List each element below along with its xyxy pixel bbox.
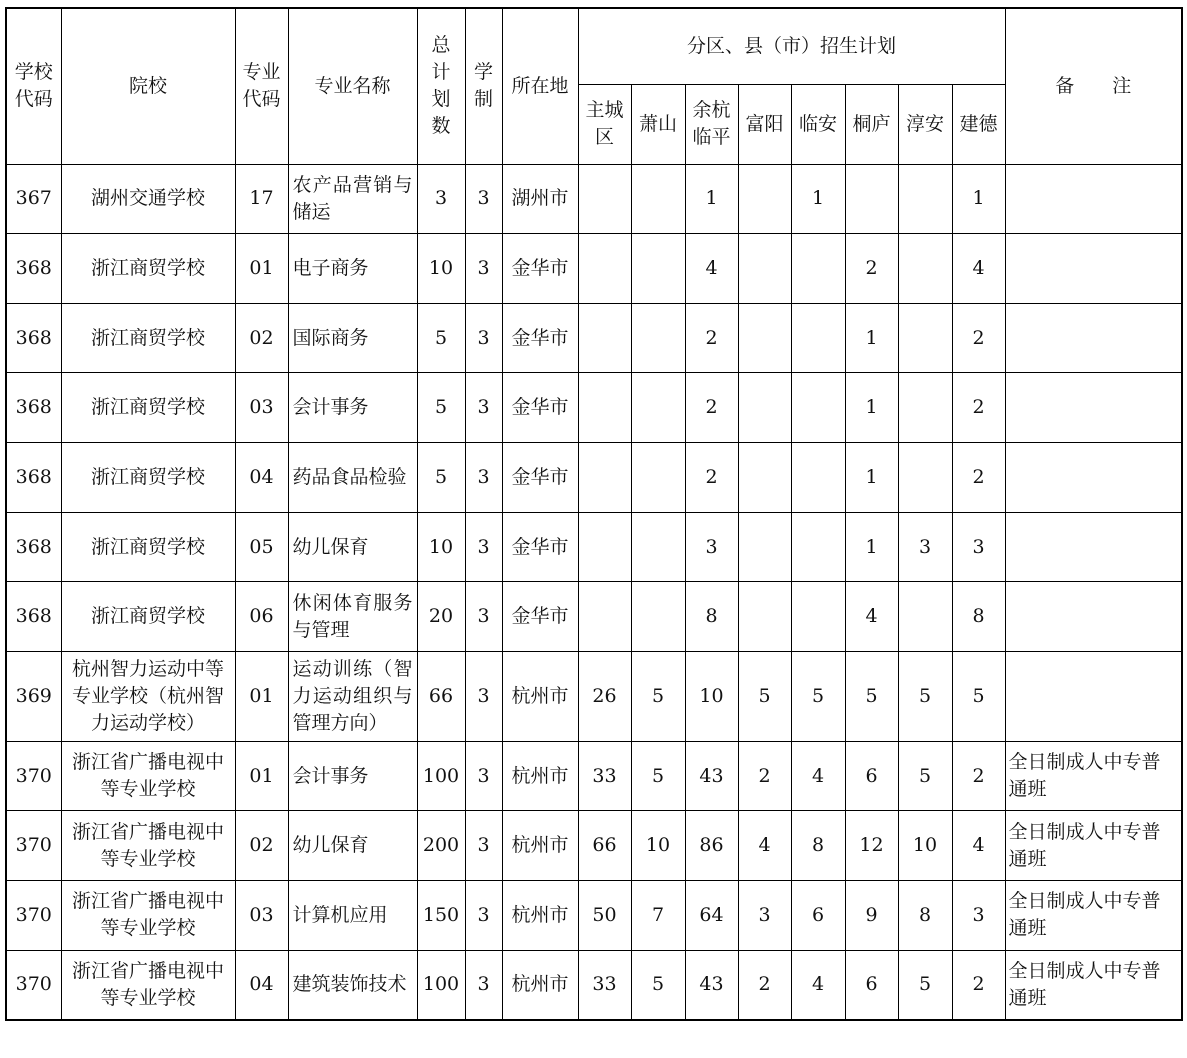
- table-row: [6, 582, 1182, 652]
- district-yuhang-cell: 43: [685, 950, 738, 1020]
- district-main-cell: [578, 164, 631, 234]
- district-main-cell: [578, 303, 631, 373]
- district-tonglu-cell: 5: [845, 651, 898, 741]
- total-plan-cell: 100: [417, 950, 465, 1020]
- school-code-cell: 368: [6, 582, 61, 652]
- district-main-cell: 26: [578, 651, 631, 741]
- school-cell: 浙江商贸学校: [61, 234, 235, 304]
- district-jiande-cell: 4: [952, 811, 1005, 881]
- district-yuhang-cell: 8: [685, 582, 738, 652]
- school-code-cell: 368: [6, 373, 61, 443]
- district-yuhang-cell: 43: [685, 741, 738, 811]
- total-plan-cell: 10: [417, 512, 465, 582]
- major-code-cell: 02: [235, 303, 288, 373]
- district-jiande-cell: 5: [952, 651, 1005, 741]
- table-row: [6, 881, 1182, 951]
- duration-cell: 3: [465, 512, 502, 582]
- district-jiande-cell: 2: [952, 373, 1005, 443]
- duration-cell: 3: [465, 234, 502, 304]
- school-code-cell: 370: [6, 811, 61, 881]
- district-chunan-cell: [898, 443, 952, 513]
- major-code-cell: 01: [235, 741, 288, 811]
- major-code-cell: 03: [235, 373, 288, 443]
- district-main-cell: 33: [578, 950, 631, 1020]
- header-district-xiaoshan: 萧山: [631, 84, 685, 164]
- total-plan-cell: 20: [417, 582, 465, 652]
- district-yuhang-cell: 2: [685, 303, 738, 373]
- remark-cell: [1005, 303, 1182, 373]
- header-district-yuhang: 余杭临平: [685, 84, 738, 164]
- district-tonglu-cell: 4: [845, 582, 898, 652]
- district-tonglu-cell: 1: [845, 443, 898, 513]
- header-district-linan: 临安: [791, 84, 845, 164]
- remark-cell: 全日制成人中专普通班: [1005, 741, 1182, 811]
- district-main-cell: [578, 512, 631, 582]
- enrollment-plan-table: [5, 7, 1183, 1021]
- district-main-cell: [578, 234, 631, 304]
- district-xiaoshan-cell: [631, 512, 685, 582]
- school-cell: 杭州智力运动中等专业学校（杭州智力运动学校）: [61, 651, 235, 741]
- duration-cell: 3: [465, 950, 502, 1020]
- district-xiaoshan-cell: [631, 443, 685, 513]
- location-cell: 杭州市: [502, 881, 578, 951]
- location-cell: 金华市: [502, 234, 578, 304]
- school-cell: 浙江省广播电视中等专业学校: [61, 950, 235, 1020]
- location-cell: 杭州市: [502, 741, 578, 811]
- district-chunan-cell: [898, 234, 952, 304]
- major-name-cell: 会计事务: [288, 741, 417, 811]
- duration-cell: 3: [465, 373, 502, 443]
- header-district-tonglu: 桐庐: [845, 84, 898, 164]
- district-fuyang-cell: [738, 373, 791, 443]
- district-linan-cell: [791, 234, 845, 304]
- major-name-cell: 计算机应用: [288, 881, 417, 951]
- major-code-cell: 04: [235, 950, 288, 1020]
- table-row: [6, 234, 1182, 304]
- district-fuyang-cell: [738, 303, 791, 373]
- major-name-cell: 建筑装饰技术: [288, 950, 417, 1020]
- district-jiande-cell: 4: [952, 234, 1005, 304]
- district-yuhang-cell: 64: [685, 881, 738, 951]
- location-cell: 杭州市: [502, 950, 578, 1020]
- table-header: [6, 8, 1182, 164]
- district-fuyang-cell: [738, 234, 791, 304]
- header-school-code: 学校代码: [6, 8, 61, 164]
- table-row: [6, 950, 1182, 1020]
- district-xiaoshan-cell: [631, 234, 685, 304]
- district-main-cell: 50: [578, 881, 631, 951]
- remark-cell: [1005, 512, 1182, 582]
- remark-cell: 全日制成人中专普通班: [1005, 811, 1182, 881]
- district-chunan-cell: 5: [898, 651, 952, 741]
- district-tonglu-cell: 6: [845, 950, 898, 1020]
- major-name-cell: 国际商务: [288, 303, 417, 373]
- district-chunan-cell: [898, 303, 952, 373]
- total-plan-cell: 10: [417, 234, 465, 304]
- duration-cell: 3: [465, 881, 502, 951]
- district-yuhang-cell: 3: [685, 512, 738, 582]
- district-chunan-cell: 5: [898, 741, 952, 811]
- district-fuyang-cell: 2: [738, 741, 791, 811]
- major-name-cell: 电子商务: [288, 234, 417, 304]
- major-code-cell: 04: [235, 443, 288, 513]
- district-xiaoshan-cell: 5: [631, 950, 685, 1020]
- remark-cell: [1005, 164, 1182, 234]
- total-plan-cell: 5: [417, 443, 465, 513]
- major-code-cell: 01: [235, 234, 288, 304]
- district-main-cell: [578, 582, 631, 652]
- district-xiaoshan-cell: [631, 373, 685, 443]
- district-linan-cell: 8: [791, 811, 845, 881]
- header-district-main: 主城区: [578, 84, 631, 164]
- district-xiaoshan-cell: [631, 164, 685, 234]
- remark-cell: [1005, 373, 1182, 443]
- district-tonglu-cell: 1: [845, 512, 898, 582]
- district-yuhang-cell: 10: [685, 651, 738, 741]
- district-jiande-cell: 2: [952, 303, 1005, 373]
- school-code-cell: 369: [6, 651, 61, 741]
- remark-cell: [1005, 651, 1182, 741]
- duration-cell: 3: [465, 164, 502, 234]
- district-tonglu-cell: 9: [845, 881, 898, 951]
- district-linan-cell: [791, 373, 845, 443]
- district-tonglu-cell: 6: [845, 741, 898, 811]
- district-chunan-cell: [898, 164, 952, 234]
- duration-cell: 3: [465, 582, 502, 652]
- total-plan-cell: 66: [417, 651, 465, 741]
- district-fuyang-cell: [738, 164, 791, 234]
- major-name-cell: 会计事务: [288, 373, 417, 443]
- district-xiaoshan-cell: 10: [631, 811, 685, 881]
- remark-cell: 全日制成人中专普通班: [1005, 881, 1182, 951]
- district-chunan-cell: [898, 582, 952, 652]
- district-linan-cell: 6: [791, 881, 845, 951]
- school-code-cell: 370: [6, 950, 61, 1020]
- school-code-cell: 370: [6, 881, 61, 951]
- major-code-cell: 05: [235, 512, 288, 582]
- district-yuhang-cell: 4: [685, 234, 738, 304]
- district-fuyang-cell: 3: [738, 881, 791, 951]
- district-xiaoshan-cell: 5: [631, 651, 685, 741]
- header-major-name: 专业名称: [288, 8, 417, 164]
- location-cell: 金华市: [502, 443, 578, 513]
- duration-cell: 3: [465, 303, 502, 373]
- district-jiande-cell: 3: [952, 881, 1005, 951]
- district-jiande-cell: 2: [952, 950, 1005, 1020]
- major-code-cell: 17: [235, 164, 288, 234]
- header-location: 所在地: [502, 8, 578, 164]
- district-fuyang-cell: 5: [738, 651, 791, 741]
- school-cell: 浙江省广播电视中等专业学校: [61, 881, 235, 951]
- district-yuhang-cell: 2: [685, 443, 738, 513]
- location-cell: 杭州市: [502, 811, 578, 881]
- district-chunan-cell: 10: [898, 811, 952, 881]
- major-code-cell: 06: [235, 582, 288, 652]
- district-chunan-cell: 3: [898, 512, 952, 582]
- total-plan-cell: 3: [417, 164, 465, 234]
- district-chunan-cell: [898, 373, 952, 443]
- district-chunan-cell: 5: [898, 950, 952, 1020]
- major-name-cell: 农产品营销与储运: [288, 164, 417, 234]
- district-yuhang-cell: 2: [685, 373, 738, 443]
- table-row: [6, 741, 1182, 811]
- remark-cell: [1005, 234, 1182, 304]
- header-district-chunan: 淳安: [898, 84, 952, 164]
- district-jiande-cell: 2: [952, 443, 1005, 513]
- header-district-fuyang: 富阳: [738, 84, 791, 164]
- location-cell: 金华市: [502, 582, 578, 652]
- total-plan-cell: 5: [417, 373, 465, 443]
- district-tonglu-cell: 12: [845, 811, 898, 881]
- major-name-cell: 运动训练（智力运动组织与管理方向）: [288, 651, 417, 741]
- school-cell: 浙江省广播电视中等专业学校: [61, 741, 235, 811]
- major-name-cell: 幼儿保育: [288, 512, 417, 582]
- header-total-plan: 总计划数: [417, 8, 465, 164]
- district-main-cell: 33: [578, 741, 631, 811]
- school-code-cell: 368: [6, 443, 61, 513]
- total-plan-cell: 150: [417, 881, 465, 951]
- district-main-cell: [578, 373, 631, 443]
- major-code-cell: 01: [235, 651, 288, 741]
- major-name-cell: 药品食品检验: [288, 443, 417, 513]
- remark-cell: [1005, 582, 1182, 652]
- district-fuyang-cell: [738, 582, 791, 652]
- school-code-cell: 368: [6, 512, 61, 582]
- header-duration: 学制: [465, 8, 502, 164]
- district-linan-cell: [791, 512, 845, 582]
- table-body: [6, 164, 1182, 1020]
- district-jiande-cell: 8: [952, 582, 1005, 652]
- district-fuyang-cell: 4: [738, 811, 791, 881]
- location-cell: 金华市: [502, 512, 578, 582]
- header-district-jiande: 建德: [952, 84, 1005, 164]
- district-linan-cell: 4: [791, 741, 845, 811]
- location-cell: 金华市: [502, 373, 578, 443]
- district-tonglu-cell: [845, 164, 898, 234]
- school-cell: 浙江商贸学校: [61, 582, 235, 652]
- school-code-cell: 368: [6, 234, 61, 304]
- header-school: 院校: [61, 8, 235, 164]
- district-tonglu-cell: 1: [845, 303, 898, 373]
- table-row: [6, 303, 1182, 373]
- district-yuhang-cell: 1: [685, 164, 738, 234]
- district-fuyang-cell: 2: [738, 950, 791, 1020]
- duration-cell: 3: [465, 741, 502, 811]
- major-name-cell: 幼儿保育: [288, 811, 417, 881]
- table-row: [6, 811, 1182, 881]
- remark-cell: 全日制成人中专普通班: [1005, 950, 1182, 1020]
- duration-cell: 3: [465, 443, 502, 513]
- major-code-cell: 02: [235, 811, 288, 881]
- school-cell: 浙江商贸学校: [61, 303, 235, 373]
- school-cell: 浙江商贸学校: [61, 443, 235, 513]
- school-code-cell: 370: [6, 741, 61, 811]
- district-tonglu-cell: 1: [845, 373, 898, 443]
- total-plan-cell: 5: [417, 303, 465, 373]
- school-cell: 湖州交通学校: [61, 164, 235, 234]
- school-cell: 浙江省广播电视中等专业学校: [61, 811, 235, 881]
- table-row: [6, 164, 1182, 234]
- district-yuhang-cell: 86: [685, 811, 738, 881]
- location-cell: 湖州市: [502, 164, 578, 234]
- district-fuyang-cell: [738, 443, 791, 513]
- table-row: [6, 443, 1182, 513]
- district-linan-cell: [791, 303, 845, 373]
- duration-cell: 3: [465, 651, 502, 741]
- district-linan-cell: 5: [791, 651, 845, 741]
- school-cell: 浙江商贸学校: [61, 373, 235, 443]
- district-xiaoshan-cell: [631, 582, 685, 652]
- total-plan-cell: 200: [417, 811, 465, 881]
- district-tonglu-cell: 2: [845, 234, 898, 304]
- district-xiaoshan-cell: 5: [631, 741, 685, 811]
- district-jiande-cell: 3: [952, 512, 1005, 582]
- district-linan-cell: 4: [791, 950, 845, 1020]
- major-name-cell: 休闲体育服务与管理: [288, 582, 417, 652]
- district-xiaoshan-cell: [631, 303, 685, 373]
- header-remark: 备 注: [1005, 8, 1182, 164]
- district-linan-cell: [791, 582, 845, 652]
- major-code-cell: 03: [235, 881, 288, 951]
- duration-cell: 3: [465, 811, 502, 881]
- district-jiande-cell: 1: [952, 164, 1005, 234]
- school-code-cell: 368: [6, 303, 61, 373]
- district-main-cell: [578, 443, 631, 513]
- remark-cell: [1005, 443, 1182, 513]
- school-code-cell: 367: [6, 164, 61, 234]
- district-jiande-cell: 2: [952, 741, 1005, 811]
- total-plan-cell: 100: [417, 741, 465, 811]
- location-cell: 杭州市: [502, 651, 578, 741]
- district-xiaoshan-cell: 7: [631, 881, 685, 951]
- location-cell: 金华市: [502, 303, 578, 373]
- district-chunan-cell: 8: [898, 881, 952, 951]
- header-major-code: 专业代码: [235, 8, 288, 164]
- table-row: [6, 373, 1182, 443]
- table-row: [6, 512, 1182, 582]
- table-row: [6, 651, 1182, 741]
- district-fuyang-cell: [738, 512, 791, 582]
- district-main-cell: 66: [578, 811, 631, 881]
- district-linan-cell: [791, 443, 845, 513]
- district-linan-cell: 1: [791, 164, 845, 234]
- school-cell: 浙江商贸学校: [61, 512, 235, 582]
- header-district-plan: 分区、县（市）招生计划: [578, 8, 1005, 84]
